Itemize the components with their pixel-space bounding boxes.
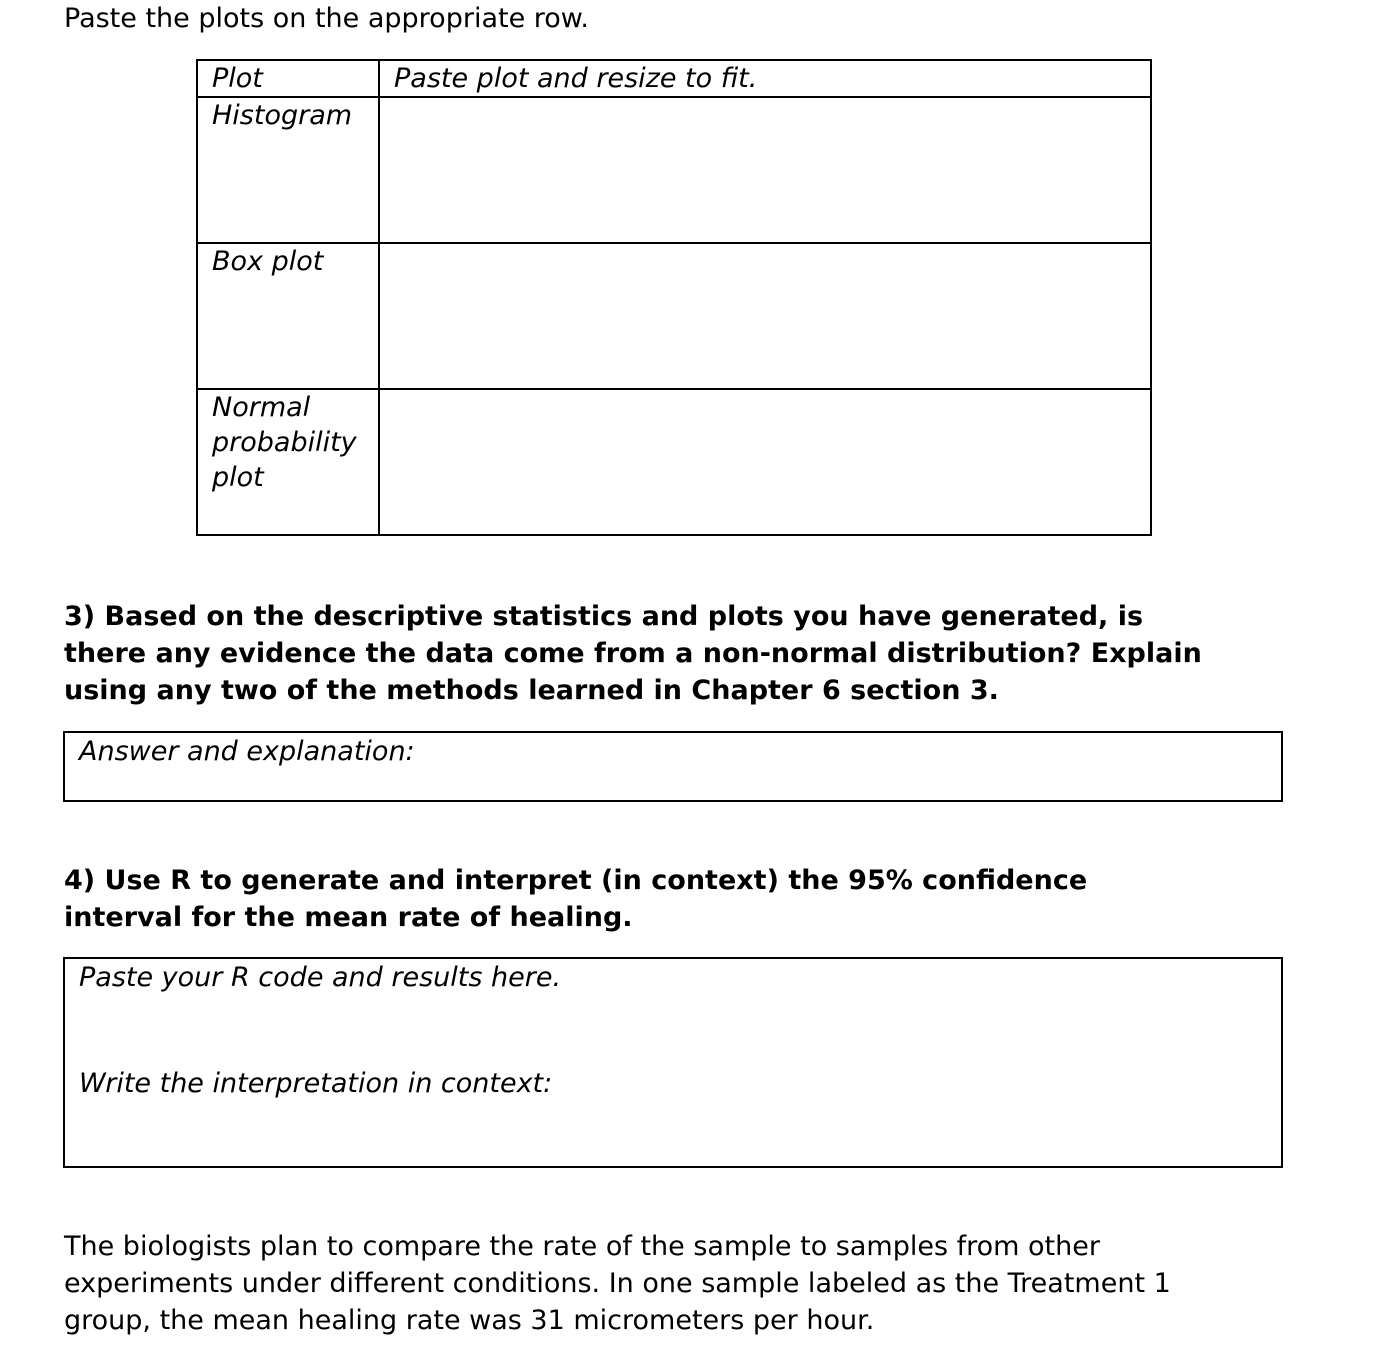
plot-table-header-row — [197, 60, 1151, 97]
closing-paragraph — [64, 1228, 1171, 1339]
paste-column-header: Paste plot and resize to fit. — [379, 60, 1151, 97]
plot-table — [196, 59, 1152, 536]
plot-column-header: Plot — [197, 60, 379, 97]
box-plot-row — [197, 243, 1151, 389]
box-plot-paste-cell[interactable] — [379, 243, 1151, 389]
question-4-line: interval for the mean rate of healing. — [64, 902, 633, 933]
normal-probability-plot-label: Normal probability plot — [197, 389, 379, 535]
interpretation-label: Write the interpretation in context: — [79, 1068, 553, 1099]
answer-box-question-3[interactable] — [63, 731, 1283, 802]
answer-and-explanation-label: Answer and explanation: — [79, 736, 415, 767]
question-3 — [64, 598, 1202, 709]
instructions-text: Paste the plots on the appropriate row. — [64, 3, 589, 34]
normal-probability-plot-row — [197, 389, 1151, 535]
r-code-label: Paste your R code and results here. — [79, 962, 562, 993]
question-4-line: 4) Use R to generate and interpret (in context) the 95% confidence — [64, 865, 1088, 896]
histogram-row — [197, 97, 1151, 243]
box-plot-label: Box plot — [197, 243, 379, 389]
answer-box-question-4[interactable] — [63, 957, 1283, 1168]
question-3-line: there any evidence the data come from a non-normal distribution? Explain — [64, 638, 1202, 669]
paragraph-line: The biologists plan to compare the rate of the sample to samples from other — [64, 1231, 1100, 1262]
question-3-line: using any two of the methods learned in Chapter 6 section 3. — [64, 675, 999, 706]
question-3-line: 3) Based on the descriptive statistics and plots you have generated, is — [64, 601, 1144, 632]
paragraph-line: group, the mean healing rate was 31 micrometers per hour. — [64, 1305, 875, 1336]
paragraph-line: experiments under different conditions. In one sample labeled as the Treatment 1 — [64, 1268, 1171, 1299]
normal-probability-plot-paste-cell[interactable] — [379, 389, 1151, 535]
histogram-paste-cell[interactable] — [379, 97, 1151, 243]
histogram-label: Histogram — [197, 97, 379, 243]
question-4 — [64, 862, 1087, 936]
